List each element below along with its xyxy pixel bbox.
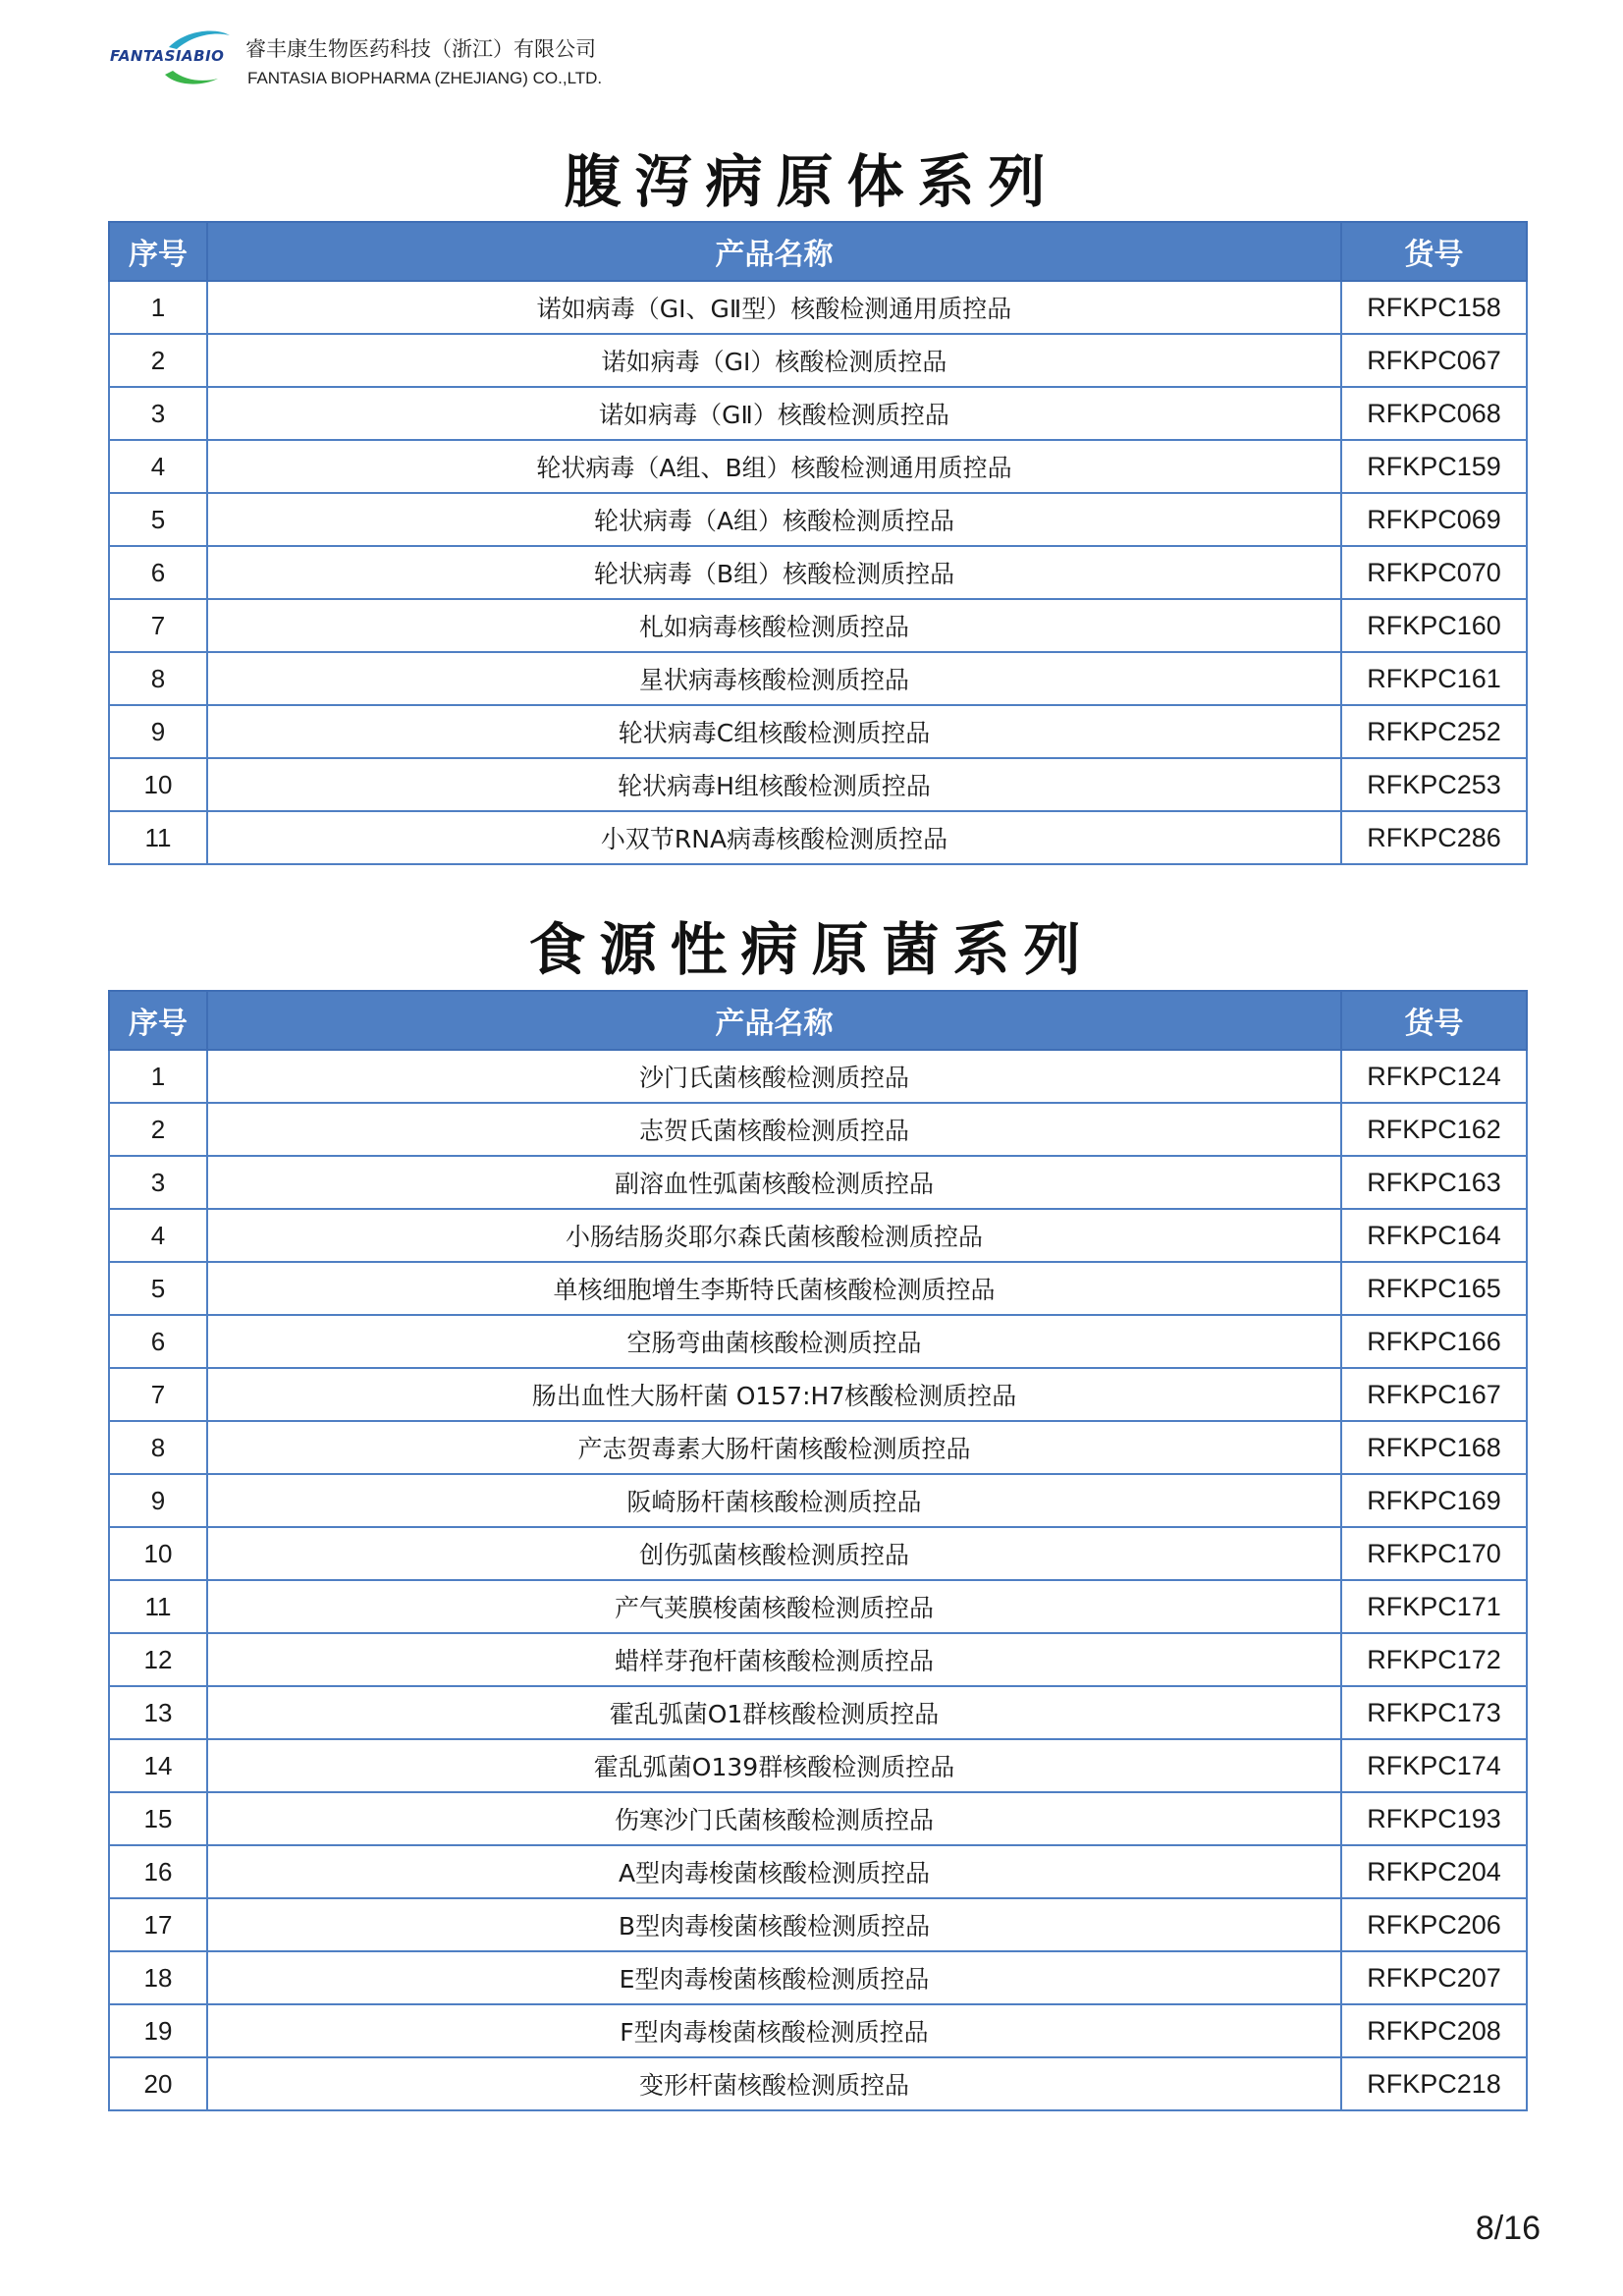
table-row (109, 599, 1527, 652)
row-index-cell: 8 (109, 1421, 207, 1474)
table-row (109, 1792, 1527, 1845)
product-code-cell: RFKPC167 (1341, 1368, 1527, 1421)
row-index-cell: 8 (109, 652, 207, 705)
row-index-cell: 4 (109, 440, 207, 493)
product-code-cell: RFKPC252 (1341, 705, 1527, 758)
table-row (109, 281, 1527, 334)
product-name-cell: 轮状病毒（B组）核酸检测质控品 (207, 546, 1341, 599)
product-name-cell: 产气荚膜梭菌核酸检测质控品 (207, 1580, 1341, 1633)
table-row (109, 387, 1527, 440)
product-code-cell: RFKPC158 (1341, 281, 1527, 334)
table-row (109, 1951, 1527, 2004)
row-index-cell: 20 (109, 2057, 207, 2110)
table-row (109, 1368, 1527, 1421)
row-index-cell: 11 (109, 811, 207, 864)
table-header-row (109, 222, 1527, 281)
row-index-cell: 15 (109, 1792, 207, 1845)
product-code-cell: RFKPC286 (1341, 811, 1527, 864)
column-header-name: 产品名称 (207, 222, 1341, 281)
product-code-cell: RFKPC068 (1341, 387, 1527, 440)
table-row (109, 440, 1527, 493)
product-code-cell: RFKPC171 (1341, 1580, 1527, 1633)
product-name-cell: 轮状病毒（A组、B组）核酸检测通用质控品 (207, 440, 1341, 493)
row-index-cell: 5 (109, 493, 207, 546)
product-name-cell: B型肉毒梭菌核酸检测质控品 (207, 1898, 1341, 1951)
row-index-cell: 17 (109, 1898, 207, 1951)
product-name-cell: 轮状病毒（A组）核酸检测质控品 (207, 493, 1341, 546)
product-code-cell: RFKPC070 (1341, 546, 1527, 599)
table-row (109, 2057, 1527, 2110)
product-name-cell: 诺如病毒（GⅡ）核酸检测质控品 (207, 387, 1341, 440)
table-row (109, 1209, 1527, 1262)
table-row (109, 1315, 1527, 1368)
section-title-foodborne: 食源性病原菌系列 (528, 916, 1095, 983)
product-code-cell: RFKPC170 (1341, 1527, 1527, 1580)
product-code-cell: RFKPC204 (1341, 1845, 1527, 1898)
company-name-cn: 睿丰康生物医药科技（浙江）有限公司 (245, 37, 596, 61)
column-header-code: 货号 (1341, 222, 1527, 281)
product-name-cell: A型肉毒梭菌核酸检测质控品 (207, 1845, 1341, 1898)
row-index-cell: 13 (109, 1686, 207, 1739)
product-name-cell: 蜡样芽孢杆菌核酸检测质控品 (207, 1633, 1341, 1686)
company-logo (108, 26, 236, 94)
product-code-cell: RFKPC162 (1341, 1103, 1527, 1156)
row-index-cell: 12 (109, 1633, 207, 1686)
table-row (109, 811, 1527, 864)
logo-text: FANTASIABIO (110, 47, 225, 65)
table-row (109, 1262, 1527, 1315)
row-index-cell: 10 (109, 758, 207, 811)
table-row (109, 1580, 1527, 1633)
product-name-cell: 沙门氏菌核酸检测质控品 (207, 1050, 1341, 1103)
product-name-cell: 产志贺毒素大肠杆菌核酸检测质控品 (207, 1421, 1341, 1474)
row-index-cell: 2 (109, 1103, 207, 1156)
row-index-cell: 7 (109, 1368, 207, 1421)
row-index-cell: 7 (109, 599, 207, 652)
product-name-cell: 轮状病毒H组核酸检测质控品 (207, 758, 1341, 811)
row-index-cell: 5 (109, 1262, 207, 1315)
product-name-cell: 诺如病毒（GⅠ、GⅡ型）核酸检测通用质控品 (207, 281, 1341, 334)
table-row (109, 546, 1527, 599)
row-index-cell: 10 (109, 1527, 207, 1580)
table-row (109, 493, 1527, 546)
table-row (109, 2004, 1527, 2057)
column-header-name: 产品名称 (207, 991, 1341, 1050)
table-row (109, 758, 1527, 811)
product-name-cell: E型肉毒梭菌核酸检测质控品 (207, 1951, 1341, 2004)
product-code-cell: RFKPC172 (1341, 1633, 1527, 1686)
product-code-cell: RFKPC206 (1341, 1898, 1527, 1951)
product-name-cell: 霍乱弧菌O1群核酸检测质控品 (207, 1686, 1341, 1739)
product-code-cell: RFKPC164 (1341, 1209, 1527, 1262)
product-code-cell: RFKPC163 (1341, 1156, 1527, 1209)
row-index-cell: 9 (109, 705, 207, 758)
table-row (109, 334, 1527, 387)
row-index-cell: 11 (109, 1580, 207, 1633)
table-row (109, 1474, 1527, 1527)
product-code-cell: RFKPC218 (1341, 2057, 1527, 2110)
product-name-cell: 星状病毒核酸检测质控品 (207, 652, 1341, 705)
table-row (109, 1103, 1527, 1156)
table-row (109, 1845, 1527, 1898)
table-row (109, 652, 1527, 705)
diarrhea-product-table (108, 221, 1528, 865)
section-title-diarrhea: 腹泻病原体系列 (564, 148, 1059, 215)
product-name-cell: 伤寒沙门氏菌核酸检测质控品 (207, 1792, 1341, 1845)
row-index-cell: 14 (109, 1739, 207, 1792)
table-row (109, 1686, 1527, 1739)
row-index-cell: 18 (109, 1951, 207, 2004)
product-code-cell: RFKPC166 (1341, 1315, 1527, 1368)
product-name-cell: 诺如病毒（GⅠ）核酸检测质控品 (207, 334, 1341, 387)
product-name-cell: 阪崎肠杆菌核酸检测质控品 (207, 1474, 1341, 1527)
table-row (109, 1898, 1527, 1951)
company-name-en: FANTASIA BIOPHARMA (ZHEJIANG) CO.,LTD. (247, 69, 603, 87)
product-name-cell: 志贺氏菌核酸检测质控品 (207, 1103, 1341, 1156)
table-row (109, 1527, 1527, 1580)
product-code-cell: RFKPC253 (1341, 758, 1527, 811)
row-index-cell: 2 (109, 334, 207, 387)
product-name-cell: 变形杆菌核酸检测质控品 (207, 2057, 1341, 2110)
product-code-cell: RFKPC165 (1341, 1262, 1527, 1315)
product-name-cell: 肠出血性大肠杆菌 O157:H7核酸检测质控品 (207, 1368, 1341, 1421)
row-index-cell: 16 (109, 1845, 207, 1898)
product-code-cell: RFKPC193 (1341, 1792, 1527, 1845)
product-code-cell: RFKPC174 (1341, 1739, 1527, 1792)
table-body (109, 281, 1527, 864)
product-code-cell: RFKPC169 (1341, 1474, 1527, 1527)
product-name-cell: 札如病毒核酸检测质控品 (207, 599, 1341, 652)
product-code-cell: RFKPC208 (1341, 2004, 1527, 2057)
product-code-cell: RFKPC207 (1341, 1951, 1527, 2004)
product-name-cell: 副溶血性弧菌核酸检测质控品 (207, 1156, 1341, 1209)
row-index-cell: 9 (109, 1474, 207, 1527)
product-name-cell: 小双节RNA病毒核酸检测质控品 (207, 811, 1341, 864)
product-name-cell: 单核细胞增生李斯特氏菌核酸检测质控品 (207, 1262, 1341, 1315)
product-code-cell: RFKPC161 (1341, 652, 1527, 705)
product-name-cell: 霍乱弧菌O139群核酸检测质控品 (207, 1739, 1341, 1792)
product-code-cell: RFKPC173 (1341, 1686, 1527, 1739)
table-row (109, 1633, 1527, 1686)
product-code-cell: RFKPC159 (1341, 440, 1527, 493)
table-body (109, 1050, 1527, 2110)
product-code-cell: RFKPC124 (1341, 1050, 1527, 1103)
product-name-cell: 小肠结肠炎耶尔森氏菌核酸检测质控品 (207, 1209, 1341, 1262)
column-header-index: 序号 (109, 991, 207, 1050)
column-header-code: 货号 (1341, 991, 1527, 1050)
row-index-cell: 1 (109, 1050, 207, 1103)
table-header-row (109, 991, 1527, 1050)
product-code-cell: RFKPC069 (1341, 493, 1527, 546)
row-index-cell: 1 (109, 281, 207, 334)
page-number: 8/16 (1475, 2210, 1541, 2247)
product-code-cell: RFKPC160 (1341, 599, 1527, 652)
row-index-cell: 4 (109, 1209, 207, 1262)
row-index-cell: 3 (109, 387, 207, 440)
product-code-cell: RFKPC067 (1341, 334, 1527, 387)
table-row (109, 1421, 1527, 1474)
column-header-index: 序号 (109, 222, 207, 281)
row-index-cell: 6 (109, 546, 207, 599)
row-index-cell: 3 (109, 1156, 207, 1209)
product-name-cell: 创伤弧菌核酸检测质控品 (207, 1527, 1341, 1580)
page-header (108, 26, 658, 94)
table-row (109, 1739, 1527, 1792)
product-name-cell: F型肉毒梭菌核酸检测质控品 (207, 2004, 1341, 2057)
product-name-cell: 空肠弯曲菌核酸检测质控品 (207, 1315, 1341, 1368)
row-index-cell: 6 (109, 1315, 207, 1368)
product-code-cell: RFKPC168 (1341, 1421, 1527, 1474)
row-index-cell: 19 (109, 2004, 207, 2057)
table-row (109, 1050, 1527, 1103)
table-row (109, 705, 1527, 758)
foodborne-product-table (108, 990, 1528, 2111)
product-name-cell: 轮状病毒C组核酸检测质控品 (207, 705, 1341, 758)
table-row (109, 1156, 1527, 1209)
